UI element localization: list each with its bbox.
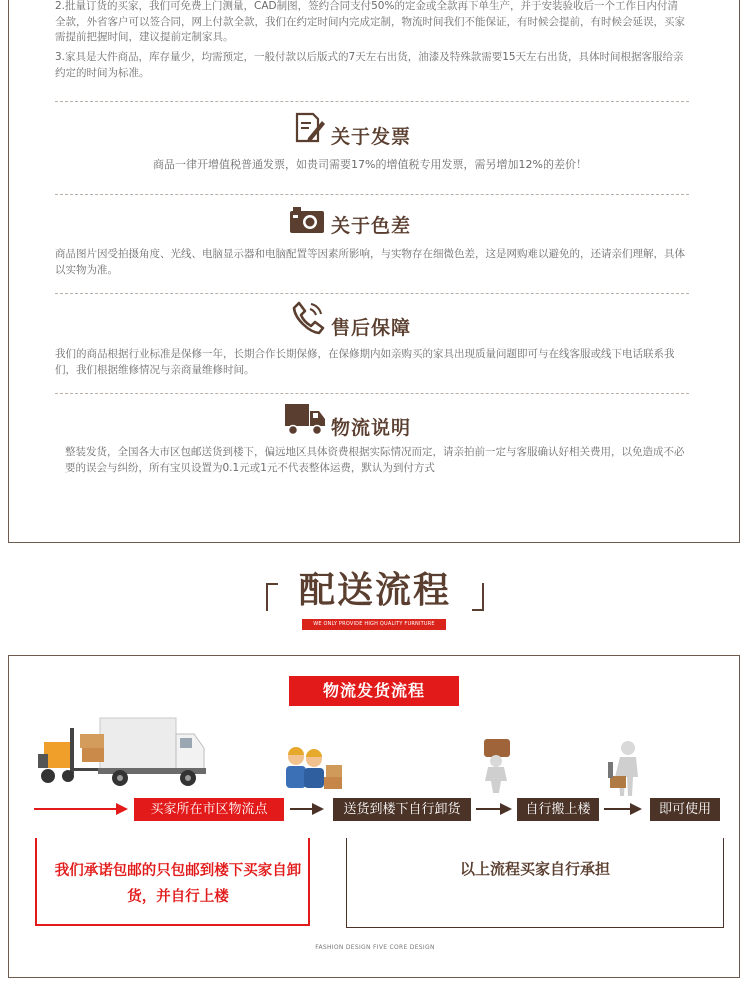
flow-arrowhead	[312, 803, 324, 815]
flow-arrow-start	[34, 808, 118, 810]
flow-arrowhead	[630, 803, 642, 815]
intro-paragraph-2: 2.批量订货的买家，我们可免费上门测量，CAD制图，签约合同支付50%的定金或全款再下单生产，并于安装验收后一个工作日内付清全款，外省客户可以签合同，网上付款全款，我们在约定时间内完成定制，物流时间我们不能保证，有时候会提前，有时候会延误，买家需提前把握时间，建议提前定制家具。	[55, 0, 685, 43]
delivery-title: 配送流程	[298, 570, 451, 611]
aftersale-title: 售后保障	[331, 317, 412, 339]
phone-icon	[290, 300, 326, 336]
carrying-person-icon	[474, 737, 520, 795]
invoice-text: 商品一律开增值税普通发票，如贵司需要17%的增值税专用发票，需另增加12%的差价！	[153, 158, 587, 171]
color-text: 商品图片因受拍摄角度、光线、电脑显示器和电脑配置等因素所影响，与实物存在细微色差，这是网购难以避免的，还请亲们理解，具体以实物为准。	[55, 248, 685, 276]
free-shipping-note: 我们承诺包邮的只包邮到楼下买家自卸货，并自行上楼	[54, 863, 302, 905]
flow-arrow	[604, 808, 632, 810]
camera-icon	[289, 206, 325, 234]
footer-caption: FASHION DESIGN FIVE CORE DESIGN	[315, 944, 435, 951]
logistics-text: 整装发货，全国各大市区包邮送货到楼下，偏远地区具体资费根据实际情况而定，请亲拍前一定与客服确认好相关费用，以免造成不必要的误会与纠纷，所有宝贝设置为0.1元或1元不代表整体运费，默认为到付方式	[65, 446, 685, 474]
title-bracket-right	[472, 583, 484, 611]
delivery-subtitle: WE ONLY PROVIDE HIGH QUALITY FURNITURE	[302, 619, 446, 630]
flow-arrow	[290, 808, 314, 810]
invoice-title: 关于发票	[331, 126, 412, 148]
flow-arrowhead	[500, 803, 512, 815]
flow-arrowhead	[116, 803, 128, 815]
flow-arrow	[476, 808, 502, 810]
forklift-truck-illustration	[30, 712, 210, 792]
step-carry-upstairs: 自行搬上楼	[517, 798, 599, 821]
truck-icon	[284, 402, 326, 436]
invoice-pen-icon	[294, 108, 326, 144]
divider	[55, 293, 689, 294]
aftersale-text: 我们的商品根据行业标准是保修一年，长期合作长期保修，在保修期内如亲购买的家具出现质量问题即可与在线客服或线下电话联系我们，我们根据维修情况与亲商量维修时间。	[55, 348, 675, 376]
title-bracket-left	[266, 583, 278, 611]
buyer-responsibility-box	[346, 838, 724, 928]
intro-paragraph-3: 3.家具是大件商品，库存量少，均需预定，一般付款以后版式的7天左右出货，油漆及特殊款需要15天左右出货，具体时间根据客服给亲约定的时间为标准。	[55, 51, 684, 79]
divider	[55, 194, 689, 195]
buyer-responsibility-note: 以上流程买家自行承担	[459, 860, 610, 878]
step-unload-downstairs: 送货到楼下自行卸货	[333, 798, 471, 821]
color-title: 关于色差	[331, 215, 412, 237]
divider	[55, 393, 689, 394]
flow-banner: 物流发货流程	[289, 676, 459, 706]
step-pickup-point: 买家所在市区物流点	[134, 798, 284, 821]
step-ready-to-use: 即可使用	[650, 798, 720, 821]
workers-icon	[282, 745, 346, 791]
repairman-icon	[606, 740, 648, 798]
divider	[55, 101, 689, 102]
logistics-title: 物流说明	[331, 417, 412, 439]
